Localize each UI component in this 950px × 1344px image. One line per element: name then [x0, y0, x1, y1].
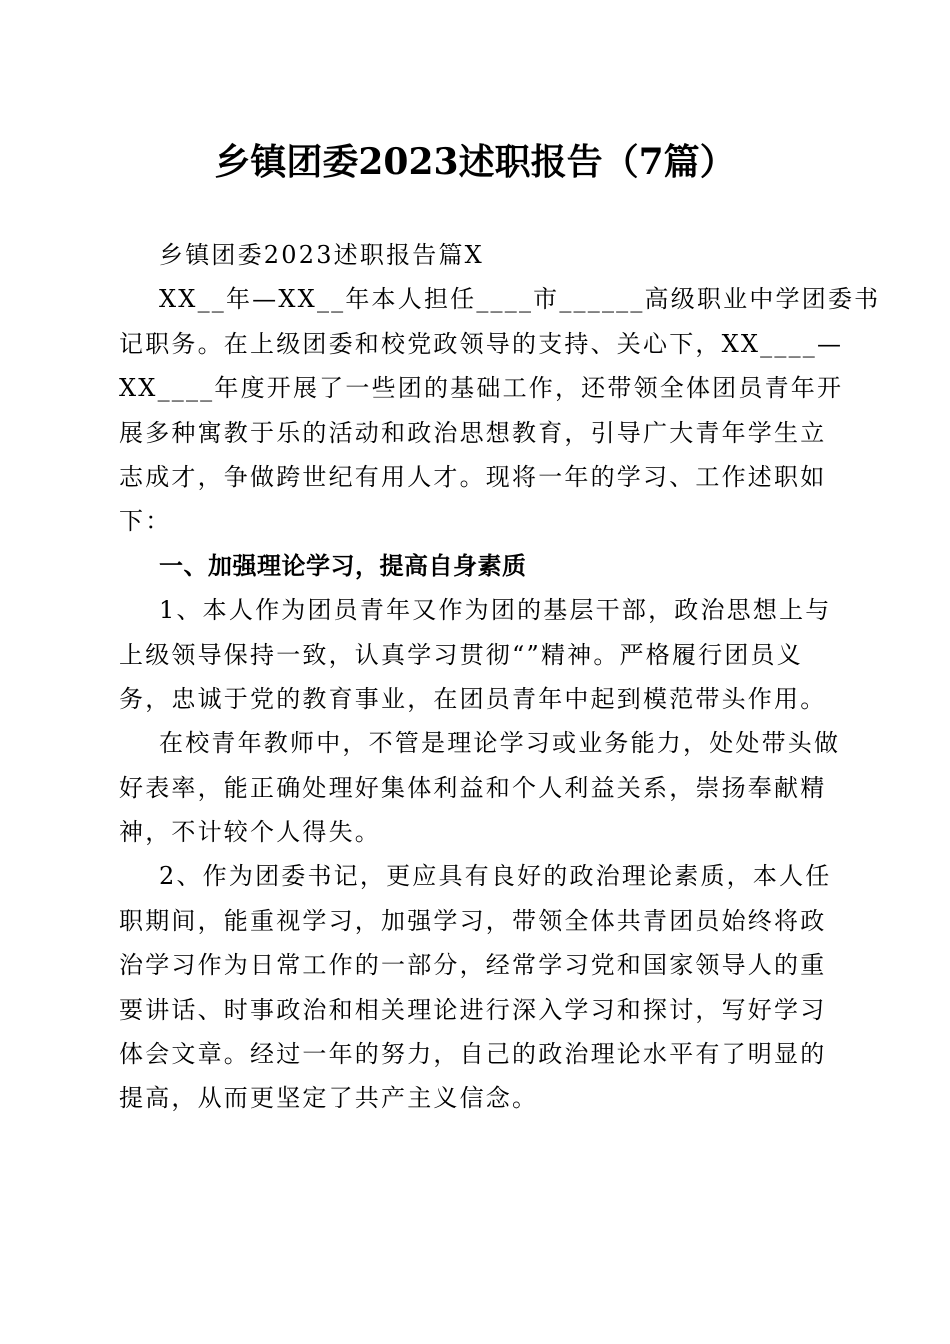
paragraph-line: 神，不计较个人得失。	[119, 818, 381, 847]
document-title: 乡镇团委2023述职报告（7篇）	[214, 141, 736, 183]
paragraph-line: 下：	[119, 507, 172, 536]
paragraph-line: 志成才，争做跨世纪有用人才。现将一年的学习、工作述职如	[119, 462, 827, 491]
paragraph-line: XX__年—XX__年本人担任____市______高级职业中学团委书	[159, 285, 881, 314]
paragraph-line: 记职务。在上级团委和校党政领导的支持、关心下，XX____—	[119, 329, 844, 358]
paragraph-line: 1、本人作为团员青年又作为团的基层干部，政治思想上与	[159, 596, 832, 625]
paragraph-line: 治学习作为日常工作的一部分，经常学习党和国家领导人的重	[119, 951, 827, 980]
paragraph-line: 2、作为团委书记，更应具有良好的政治理论素质，本人任	[159, 862, 832, 891]
paragraph-line: 好表率，能正确处理好集体利益和个人利益关系，崇扬奉献精	[119, 773, 827, 802]
paragraph-line: 上级领导保持一致，认真学习贯彻“”精神。严格履行团员义	[119, 640, 803, 669]
paragraph-line: 体会文章。经过一年的努力，自己的政治理论水平有了明显的	[119, 1040, 827, 1069]
paragraph-line: 务，忠诚于党的教育事业，在团员青年中起到模范带头作用。	[119, 684, 827, 713]
paragraph-line: XX____年度开展了一些团的基础工作，还带领全体团员青年开	[119, 374, 844, 403]
paragraph-line: 职期间，能重视学习，加强学习，带领全体共青团员始终将政	[119, 906, 827, 935]
document-body	[119, 233, 881, 1121]
section-heading: 一、加强理论学习，提高自身素质	[159, 551, 527, 580]
paragraph-line: 提高，从而更坚定了共产主义信念。	[119, 1084, 539, 1113]
paragraph-line: 要讲话、时事政治和相关理论进行深入学习和探讨，写好学习	[119, 995, 827, 1024]
paragraph-line: 在校青年教师中，不管是理论学习或业务能力，处处带头做	[159, 729, 841, 758]
subtitle-line: 乡镇团委2023述职报告篇X	[159, 241, 484, 269]
paragraph-line: 展多种寓教于乐的活动和政治思想教育，引导广大青年学生立	[119, 418, 827, 447]
